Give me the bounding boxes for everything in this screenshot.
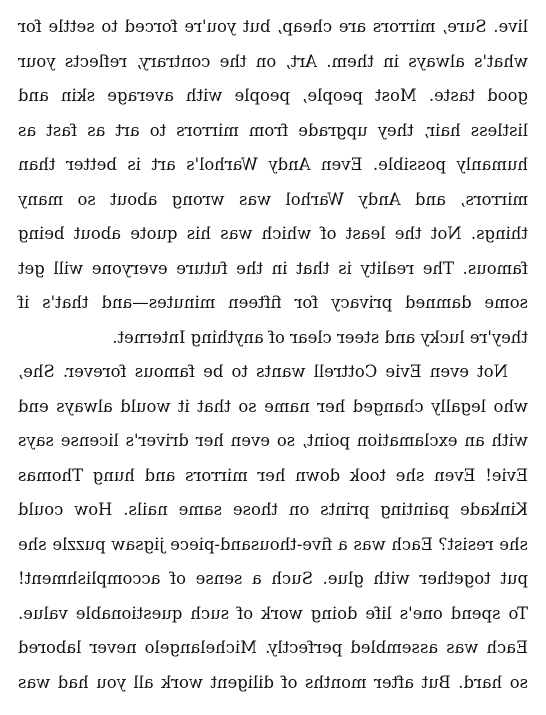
text-line: some damned privacy for fifteen minutes—and that's if — [18, 293, 528, 312]
text-line: what's always in them. Art, on the contrary, reflects your — [18, 51, 528, 71]
text-line: humanly possible. Even Andy Warhol's art is better than — [18, 155, 528, 174]
text-line: mirrors, and Andy Warhol was wrong about so many — [18, 189, 528, 209]
text-line: Evie! Even she took down her mirrors and hung Thomas — [18, 465, 528, 485]
text-line: she resist? Each was a five-thousand-piece jigsaw puzzle she — [18, 534, 528, 554]
text-line: things. Not the least of which was his quote about being — [18, 224, 528, 243]
text-line: famous. The reality is that in the future everyone will get — [18, 258, 528, 278]
paragraph-start-line: Not even Evie Cottrell wants to be famous forever. She, — [18, 362, 508, 381]
text-line: Kinkade painting prints on those same nails. How could — [18, 500, 528, 519]
text-line: listless hair, they upgrade from mirrors to art as fast as — [18, 120, 528, 140]
text-line: so hard. But after months of diligent work all you had was — [18, 672, 528, 692]
paragraph-end-line: they're lucky and steer clear of anything Internet. — [112, 327, 528, 347]
text-line: put together with glue. Such a sense of accomplishment! — [18, 569, 528, 588]
text-line: To spend one's life doing work of such questionable value. — [18, 603, 528, 623]
text-line: live. Sure, mirrors are cheap, but you're forced to settle for — [18, 17, 528, 36]
text-line: with an exclamation point, so even her driver's license says — [18, 431, 528, 450]
text-line: who legally changed her name so that it would always end — [18, 396, 528, 416]
text-line: Each was assembled perfectly. Michelangelo never labored — [18, 638, 528, 657]
text-line: good taste. Most people, people with average skin and — [18, 86, 528, 105]
